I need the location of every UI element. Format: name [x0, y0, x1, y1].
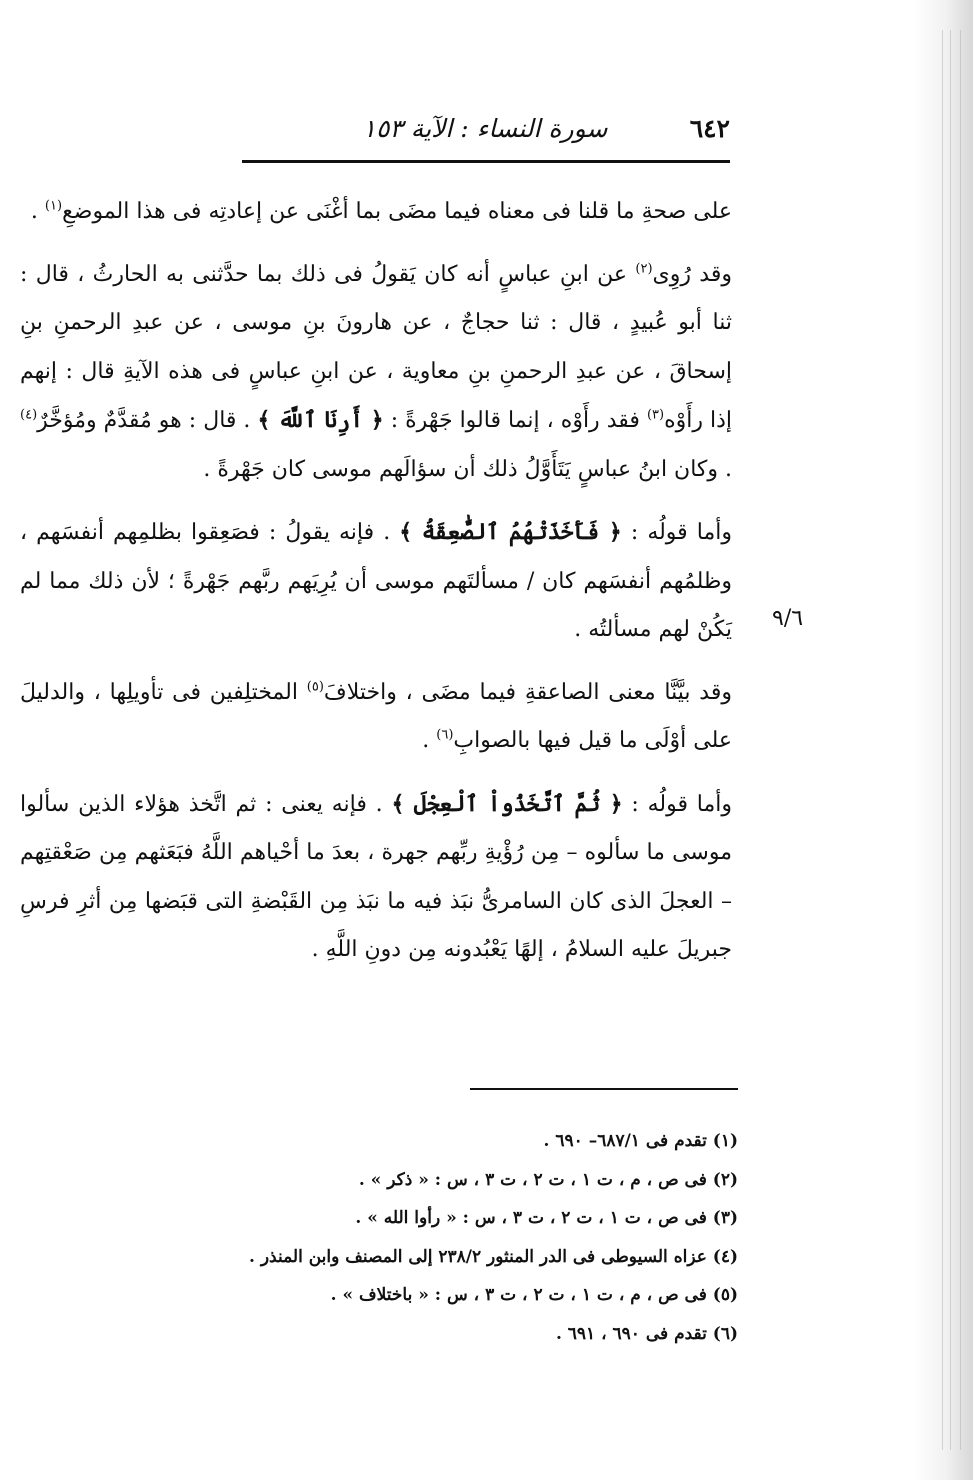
footnote-marker: (١) [44, 198, 63, 214]
body-text: على صحةِ ما قلنا فى معناه فيما مضَى بما أغْنَى عن إعادتِه فى هذا الموضعِ [62, 199, 732, 224]
body-text: . قال : هو مُقدَّمٌ ومُؤخَّرٌ [37, 408, 251, 433]
quran-verse: ﴿ فَأَخَذَتْهُمُ ٱلصَّٰعِقَةُ ﴾ [399, 519, 622, 545]
page-edge-line [942, 30, 943, 1450]
footnote-marker: (٤) [20, 407, 38, 423]
paragraph: وقد بيَّنَّا معنى الصاعقةِ فيما مضَى ، واختلافَ$^{(٥)}$ المختلِفين فى تأويلِها ، والدليلَ على أوْلَى ما قيل فيها بالصوابِ$^{(٦)}$ . [20, 679, 732, 753]
footnote: (١) تقدم فى ٦٨٧/١– ٦٩٠ . [543, 1131, 738, 1151]
body-text: وأما قولُه : [631, 791, 733, 817]
body-text: . فإنه يقولُ : فصَعِقوا بظلمِهم أنفسَهم ، وظلمُهم أنفسَهم كان / مسألتَهم موسى أن يُرِيَهم ربَّهم جَهْرةً ؛ لأن ذلك مما لم يَكُنْ لهم مسألتُه . [20, 520, 732, 642]
quran-verse: ﴿ ثُمَّ ٱتَّخَذُواْ ٱلْعِجْلَ ﴾ [391, 790, 623, 817]
footnote-marker: (٥) [306, 679, 324, 695]
body-text: المختلِفين فى تأويلِها ، والدليلَ على أوْلَى ما قيل فيها بالصوابِ [20, 679, 732, 753]
body-text: وقد بيَّنَّا معنى الصاعقةِ فيما مضَى ، واختلافَ [323, 679, 732, 705]
footnote: (٢) فى ص ، م ، ت ١ ، ت ٢ ، ت ٣ ، س : « ذكر » . [358, 1169, 738, 1190]
body-text: وقد رُوِى [652, 261, 732, 287]
footnote-marker: (٣) [646, 407, 665, 423]
footnote: (٥) فى ص ، م ، ت ١ ، ت ٢ ، ت ٣ ، س : « باختلاف » . [330, 1285, 738, 1305]
page-edge-line [960, 30, 961, 1450]
paragraph [20, 780, 732, 975]
paragraph: على صحةِ ما قلنا فى معناه فيما مضَى بما أغْنَى عن إعادتِه فى هذا الموضعِ$^{(١)}$ . [30, 198, 732, 224]
body-text: . فإنه يعنى : ثم اتَّخذ هؤلاء الذين سألوا موسى ما سألوه – مِن رُؤْيةِ ربِّهم جهرة ، بعدَ ما أحْياهم اللَّهُ فبَعَثهم مِن صَعْقتِهم – العجلَ الذى كان السامرىُّ نبَذ فيه ما نبَذ مِن القَبْضةِ التى قبَضها مِن أثرِ فرسِ جبريلَ عليه السلامُ ، إلهًا يَعْبُدونه مِن دونِ اللَّهِ . [20, 791, 732, 962]
footnote: (٤) عزاه السيوطى فى الدر المنثور ٢٣٨/٢ إلى المصنف وابن المنذر . [248, 1246, 738, 1267]
body-text: وأما قولُه : [630, 520, 732, 545]
paragraph [20, 251, 732, 495]
main-text [20, 188, 732, 989]
footnote-marker: (٦) [436, 727, 454, 743]
paragraph [20, 508, 732, 655]
page-number: ٦٤٢ [689, 114, 730, 143]
margin-reference: ٩/٦ [772, 606, 804, 631]
running-title: سورة النساء : الآية ١٥٣ [362, 114, 608, 143]
footnotes-rule [470, 1088, 738, 1090]
page-header [240, 108, 730, 154]
body-text: . وكان ابنُ عباسٍ يَتَأَوَّلُ ذلك أن سؤالَهم موسى كان جَهْرةً . [203, 456, 732, 482]
footnote-marker: (٢) [635, 261, 653, 277]
body-text: عن ابنِ عباسٍ أنه كان يَقولُ فى ذلك بما حدَّثنى به الحارثُ ، قال : ثنا أبو عُبيدٍ ، قال : ثنا حجاجٌ ، عن هارونَ بنِ موسى ، عن عبدِ الرحمنِ بنِ إسحاقَ ، عن عبدِ الرحمنِ بنِ معاوية ، عن ابنِ عباسٍ فى هذه الآيةِ قال : إنهم إذا رأَوْه [20, 261, 733, 433]
footnote: (٦) تقدم فى ٦٩٠ ، ٦٩١ . [555, 1323, 738, 1344]
body-text: فقد رأَوْه ، إنما قالوا جَهْرةً : [390, 408, 640, 433]
quran-verse: ﴿ أَرِنَا ٱللَّهَ ﴾ [257, 407, 384, 433]
footnote: (٣) فى ص ، ت ١ ، ت ٢ ، ت ٣ ، س : « رأوا الله » . [355, 1208, 738, 1228]
page-edge-shadow [913, 0, 973, 1480]
header-rule [242, 160, 730, 163]
page-edge-line [950, 30, 951, 1450]
footnotes [250, 1122, 738, 1353]
